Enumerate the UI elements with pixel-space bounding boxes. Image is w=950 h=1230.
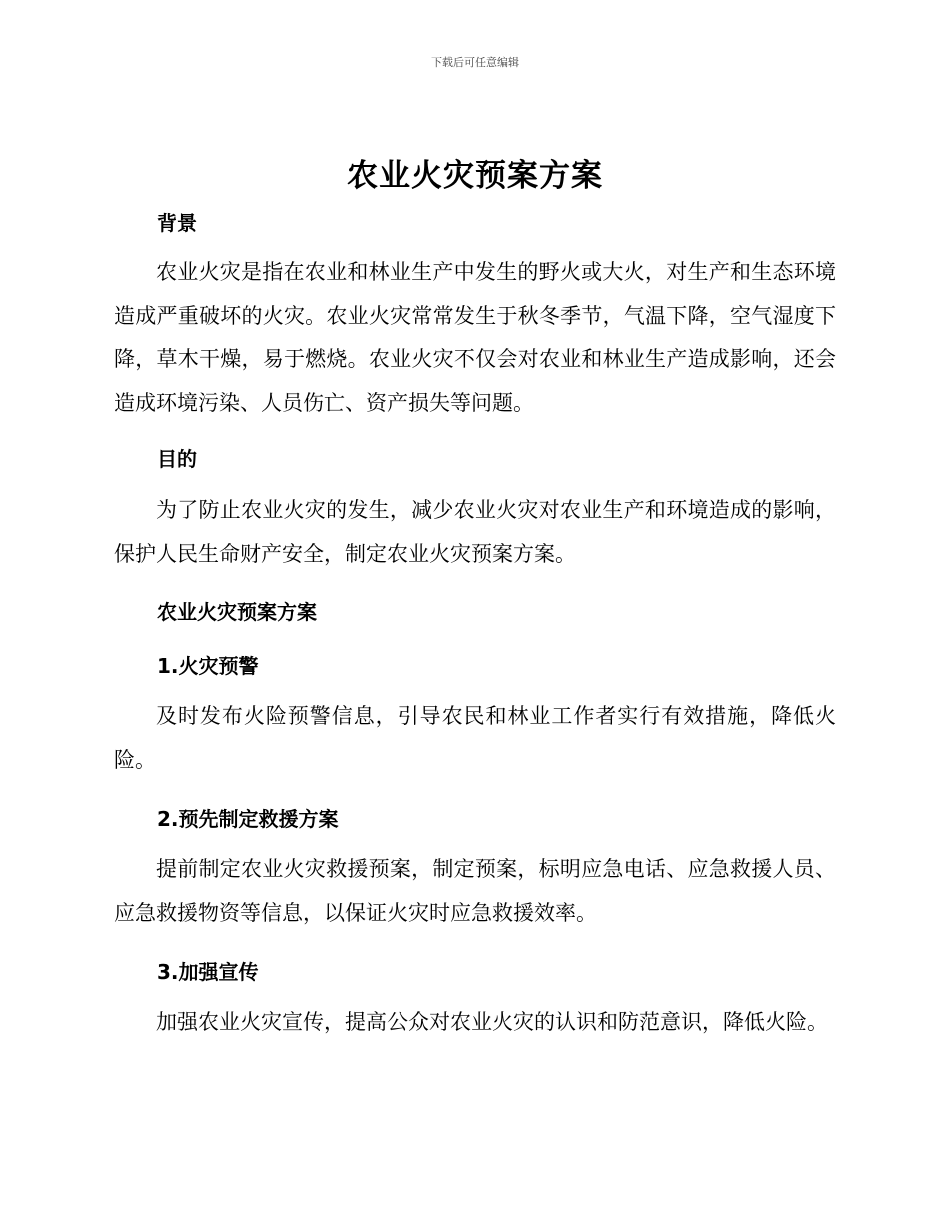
section-heading-background: 背景: [157, 211, 197, 235]
section-paragraph-rescue-plan: 提前制定农业火灾救援预案，制定预案，标明应急电话、应急救援人员、应急救援物资等信息，以保证火灾时应急救援效率。: [114, 857, 836, 925]
section-heading-publicity: 3.加强宣传: [157, 960, 259, 984]
section-heading-rescue-plan: 2.预先制定救援方案: [157, 807, 339, 831]
document-title: 农业火灾预案方案: [347, 158, 603, 194]
section-paragraph-fire-warning: 及时发布火险预警信息，引导农民和林业工作者实行有效措施，降低火险。: [114, 704, 836, 772]
section-paragraph-purpose: 为了防止农业火灾的发生，减少农业火灾对农业生产和环境造成的影响，保护人民生命财产安全，制定农业火灾预案方案。: [114, 498, 836, 566]
header-note: 下载后可任意编辑: [431, 56, 519, 69]
section-heading-fire-warning: 1.火灾预警: [157, 654, 259, 678]
section-heading-plan: 农业火灾预案方案: [157, 600, 317, 624]
section-paragraph-publicity: 加强农业火灾宣传，提高公众对农业火灾的认识和防范意识，降低火险。: [156, 1010, 828, 1034]
section-paragraph-background: 农业火灾是指在农业和林业生产中发生的野火或大火，对生产和生态环境造成严重破坏的火灾。农业火灾常常发生于秋冬季节，气温下降，空气湿度下降，草木干燥，易于燃烧。农业火灾不仅会对农业和林业生产造成影响，还会造成环境污染、人员伤亡、资产损失等问题。: [114, 260, 836, 415]
section-heading-purpose: 目的: [157, 447, 197, 471]
